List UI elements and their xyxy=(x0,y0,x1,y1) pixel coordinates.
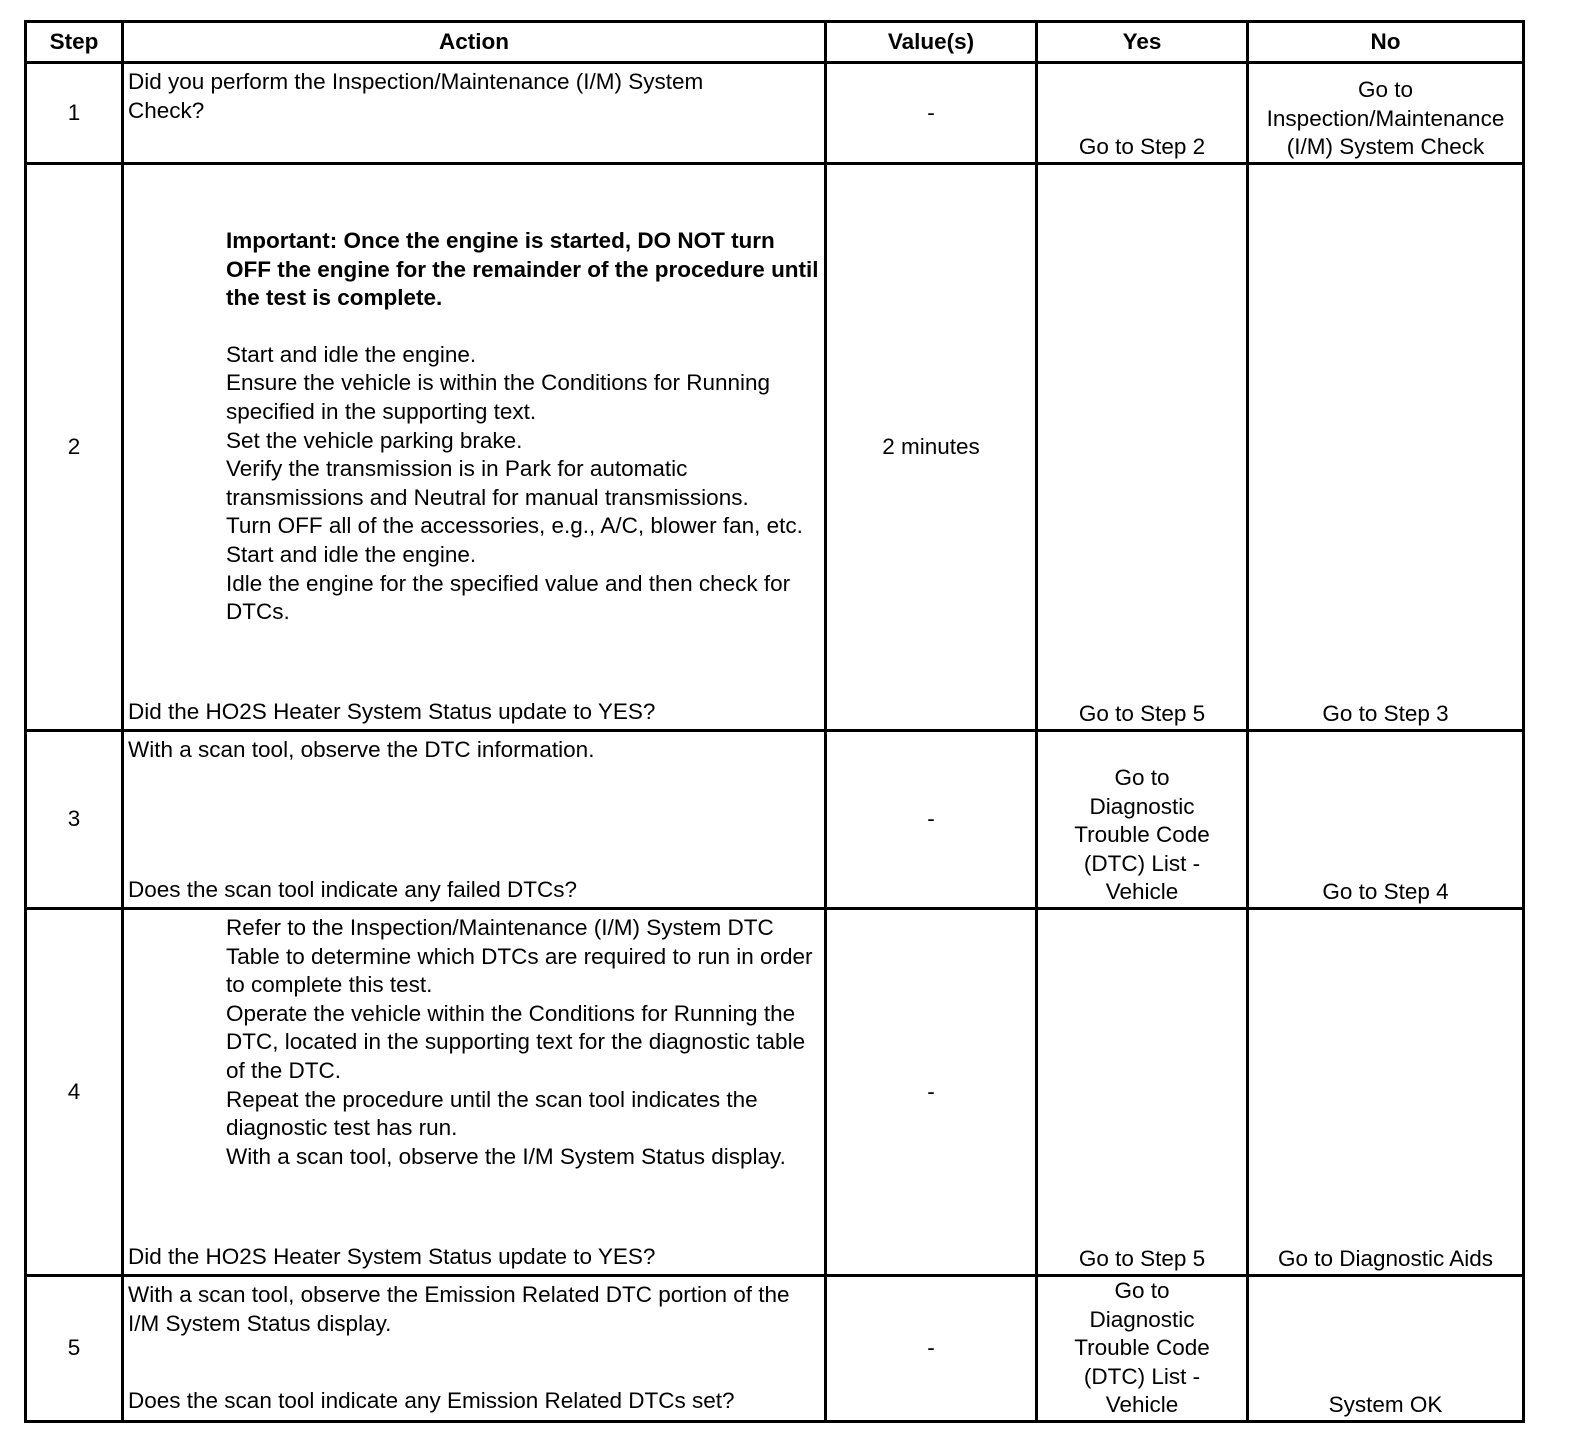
header-no: No xyxy=(1248,22,1524,63)
value-cell: 2 minutes xyxy=(826,164,1037,731)
yes-link[interactable] xyxy=(1037,731,1248,909)
header-step: Step xyxy=(26,22,123,63)
no-text: System OK xyxy=(1328,1392,1443,1418)
table-row xyxy=(26,63,1524,164)
step-number: 3 xyxy=(26,731,123,909)
action-cell xyxy=(123,1276,826,1422)
procedure-step: Ensure the vehicle is within the Conditions for Running specified in the supporting text. xyxy=(226,370,771,424)
action-cell xyxy=(123,909,826,1276)
action-cell xyxy=(123,164,826,731)
action-text: With a scan tool, observe the DTC information. xyxy=(128,737,595,762)
no-link[interactable] xyxy=(1248,909,1524,1276)
no-link[interactable] xyxy=(1248,1276,1524,1422)
value-cell: - xyxy=(826,909,1037,1276)
yes-text: Go to Step 5 xyxy=(1078,701,1206,727)
table-row xyxy=(26,164,1524,731)
procedure-step: Start and idle the engine. xyxy=(226,341,477,367)
no-link[interactable] xyxy=(1248,731,1524,909)
value-cell: - xyxy=(826,63,1037,164)
header-row xyxy=(26,22,1524,63)
yes-text: Go to Step 5 xyxy=(1078,1246,1206,1272)
yes-link[interactable] xyxy=(1037,63,1248,164)
no-link[interactable] xyxy=(1248,164,1524,731)
yes-text: Go to Step 2 xyxy=(1078,134,1206,160)
action-text: Did you perform the Inspection/Maintenance (I/M) System Check? xyxy=(128,69,704,123)
yes-link[interactable] xyxy=(1037,164,1248,731)
step-number: 2 xyxy=(26,164,123,731)
header-action: Action xyxy=(123,22,826,63)
no-text: Go to Step 3 xyxy=(1322,701,1449,727)
header-yes: Yes xyxy=(1037,22,1248,63)
action-question: Does the scan tool indicate any failed DTCs? xyxy=(128,877,577,903)
yes-link[interactable] xyxy=(1037,909,1248,1276)
step-number: 5 xyxy=(26,1276,123,1422)
yes-link[interactable] xyxy=(1037,1276,1248,1422)
action-cell xyxy=(123,63,826,164)
action-question: Did the HO2S Heater System Status update to YES? xyxy=(128,699,656,725)
procedure-step: Operate the vehicle within the Conditions for Running the DTC, located in the supporting text for the diagnostic table of the DTC. xyxy=(226,1000,806,1083)
step-number: 1 xyxy=(26,63,123,164)
yes-text: Go to Diagnostic Trouble Code (DTC) List - Vehicle xyxy=(1074,765,1210,905)
diagnostic-table xyxy=(24,20,1525,1423)
value-cell: - xyxy=(826,1276,1037,1422)
header-values: Value(s) xyxy=(826,22,1037,63)
no-text: Go to Step 4 xyxy=(1322,879,1449,905)
table-row xyxy=(26,1276,1524,1422)
yes-text: Go to Diagnostic Trouble Code (DTC) List - Vehicle xyxy=(1074,1278,1210,1418)
procedure-step: Turn OFF all of the accessories, e.g., A/C, blower fan, etc. xyxy=(226,513,803,539)
action-text: With a scan tool, observe the Emission Related DTC portion of the I/M System Status display. xyxy=(128,1282,790,1336)
procedure-step: With a scan tool, observe the I/M System Status display. xyxy=(226,1143,786,1169)
action-question: Did the HO2S Heater System Status update to YES? xyxy=(128,1244,656,1270)
no-text: Go to Inspection/Maintenance (I/M) System Check xyxy=(1266,77,1505,160)
action-question: Does the scan tool indicate any Emission Related DTCs set? xyxy=(128,1388,735,1414)
action-cell xyxy=(123,731,826,909)
procedure-step: Start and idle the engine. xyxy=(226,541,477,567)
important-note: Important: Once the engine is started, DO NOT turn OFF the engine for the remainder of the procedure until the test is complete. xyxy=(226,228,819,311)
procedure-step: Verify the transmission is in Park for automatic transmissions and Neutral for manual transmissions. xyxy=(226,456,749,510)
step-number: 4 xyxy=(26,909,123,1276)
no-text: Go to Diagnostic Aids xyxy=(1277,1246,1494,1272)
procedure-step: Refer to the Inspection/Maintenance (I/M) System DTC Table to determine which DTCs are required to run in order to complete this test. xyxy=(226,915,813,998)
procedure-step: Idle the engine for the specified value and then check for DTCs. xyxy=(226,570,791,625)
table-row xyxy=(26,909,1524,1276)
procedure-step: Set the vehicle parking brake. xyxy=(226,427,523,453)
value-cell: - xyxy=(826,731,1037,909)
procedure-step: Repeat the procedure until the scan tool indicates the diagnostic test has run. xyxy=(226,1086,758,1141)
no-link[interactable] xyxy=(1248,63,1524,164)
table-row xyxy=(26,731,1524,909)
